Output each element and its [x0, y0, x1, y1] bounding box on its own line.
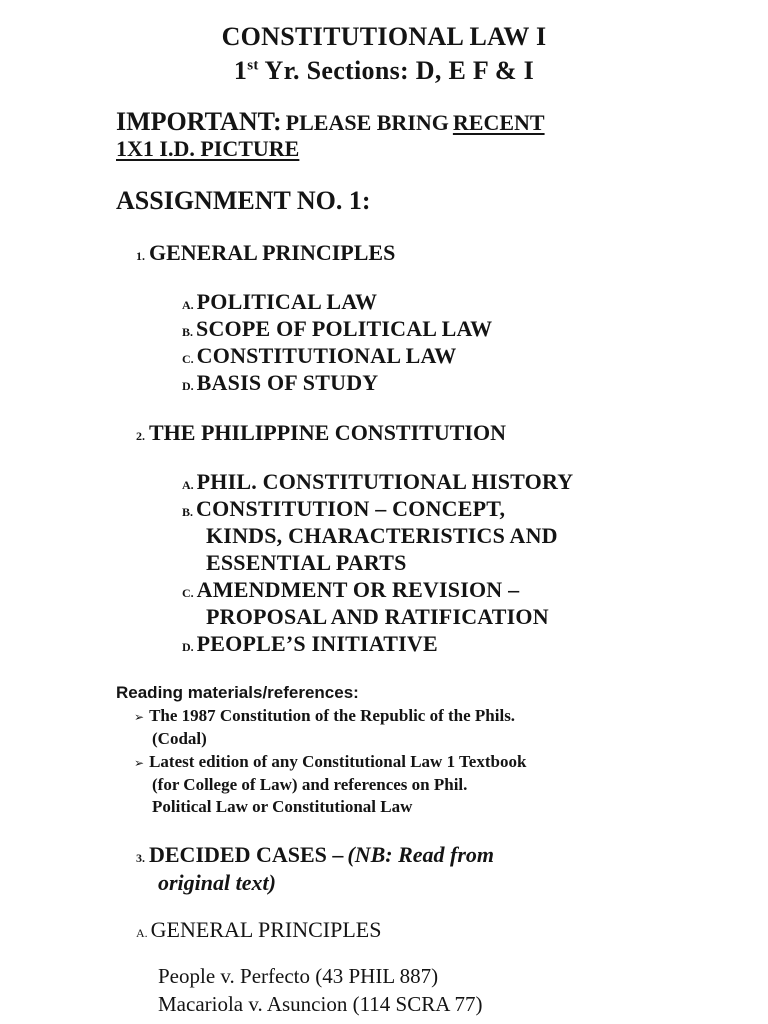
important-notice [116, 107, 545, 137]
section-2-number: 2. [136, 429, 145, 443]
section-2-item-c: C. AMENDMENT OR REVISION – [182, 577, 520, 602]
section-1-heading [136, 240, 395, 266]
case-citation: Macariola v. Asuncion (114 SCRA 77) [158, 992, 483, 1016]
reference-item-line2: (for College of Law) and references on Phil. [152, 775, 468, 794]
subtitle-ordinal-suffix: st [247, 57, 259, 74]
section-1-item: A. POLITICAL LAW [182, 289, 378, 314]
section-2-item-b-line3: ESSENTIAL PARTS [206, 550, 407, 575]
important-text: PLEASE BRING [285, 110, 449, 135]
subtitle-year: 1 [233, 56, 248, 85]
document-title: CONSTITUTIONAL LAW I [221, 22, 547, 51]
section-3-heading [136, 842, 494, 868]
section-2-title: THE PHILIPPINE CONSTITUTION [149, 420, 506, 445]
important-underlined: RECENT [452, 110, 545, 135]
section-2-heading [136, 420, 506, 446]
section-2-item-b: B. CONSTITUTION – CONCEPT, [182, 496, 506, 521]
section-3-title: DECIDED CASES – [149, 842, 344, 867]
reference-item: ➢ Latest edition of any Constitutional Law 1 Textbook [134, 752, 527, 771]
section-2-item-b-line2: KINDS, CHARACTERISTICS AND [206, 523, 558, 548]
case-citation: People v. Perfecto (43 PHIL 887) [158, 964, 439, 988]
reference-item: ➢ The 1987 Constitution of the Republic of the Phils. [134, 706, 516, 725]
section-1-number: 1. [136, 249, 145, 263]
reading-heading: Reading materials/references: [116, 683, 359, 702]
section-1-item: B. SCOPE OF POLITICAL LAW [182, 316, 493, 341]
section-1-item: C. CONSTITUTIONAL LAW [182, 343, 457, 368]
bullet-arrow-icon: ➢ [134, 756, 145, 770]
section-2-item-a: A. PHIL. CONSTITUTIONAL HISTORY [182, 469, 574, 494]
important-label: IMPORTANT: [116, 107, 282, 136]
document-subtitle [0, 56, 768, 86]
subtitle-sections: Yr. Sections: D, E F & I [258, 56, 535, 85]
important-line2: 1X1 I.D. PICTURE [116, 136, 300, 161]
section-3-number: 3. [136, 851, 145, 865]
assignment-heading: ASSIGNMENT NO. 1: [116, 186, 371, 215]
cases-heading: A. GENERAL PRINCIPLES [136, 917, 382, 942]
reference-item-line3: Political Law or Constitutional Law [152, 797, 413, 816]
reference-item-line2: (Codal) [152, 729, 207, 748]
section-1-title: GENERAL PRINCIPLES [149, 240, 396, 265]
section-3-note: (NB: Read from [347, 842, 495, 867]
section-1-item: D. BASIS OF STUDY [182, 370, 379, 395]
section-2-item-c-line2: PROPOSAL AND RATIFICATION [206, 604, 549, 629]
section-3-note-line2: original text) [158, 870, 276, 895]
bullet-arrow-icon: ➢ [134, 710, 145, 724]
section-2-item-d: D. PEOPLE’S INITIATIVE [182, 631, 438, 656]
